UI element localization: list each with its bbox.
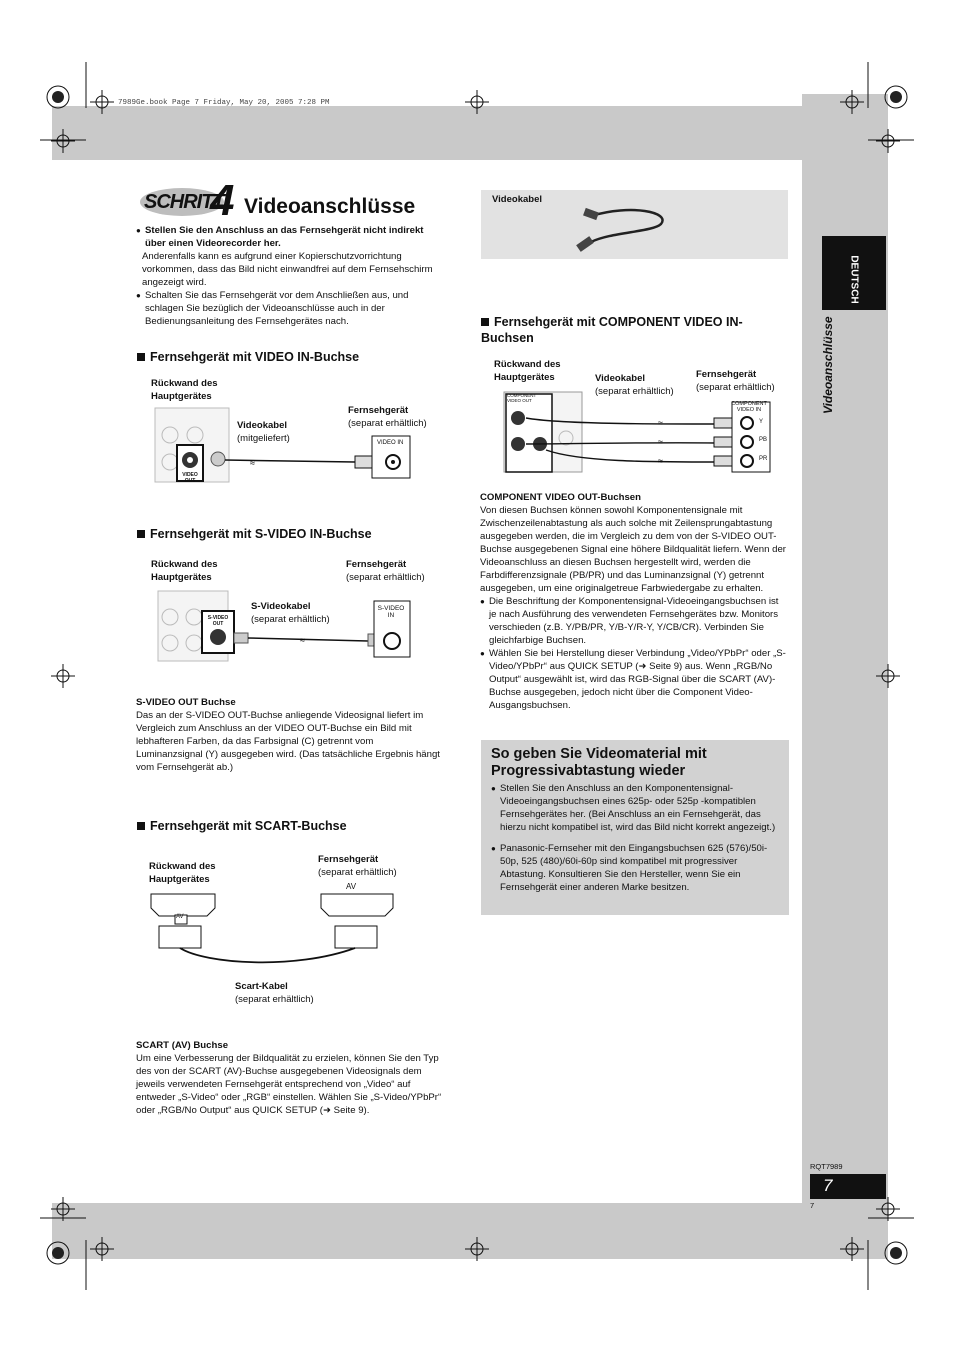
component-cable-name: Videokabel [595,373,645,384]
step-word: SCHRITT [144,191,224,213]
component-tv-sub: (separat erhältlich) [696,381,775,393]
component-pb-label: PB [759,437,768,443]
language-tab [822,236,886,310]
video-tv-sub: (separat erhältlich) [348,417,427,429]
progressive-bullet-2: ● Panasonic-Fernseher mit den Eingangsbuchsen 625 (576)/50i-50p, 525 (480)/60i-60p sind kompatibel mit progressiver Abtastung. Konsultieren Sie den Hersteller, wenn Sie ein Fernsehgerät einer anderen Marke besitzen. [491,842,781,894]
video-out-jack-label: VIDEO OUT [182,472,198,484]
scart-tv-name: Fernsehgerät [318,854,379,865]
svideo-cable-name: S-Videokabel [251,601,311,612]
video-cable-sub: (mitgeliefert) [237,432,290,444]
svideo-note-text: Das an der S-VIDEO OUT-Buchse anliegende Videosignal liefert im Vergleich zum Anschluss an der VIDEO OUT-Buchse ein Bild mit lebhafteren Farben, da das Farbsignal (C) getrennt vom Luminanzsignal (Y) ausgegeben wird. (Das tatsächliche Ergebnis hängt vom Fernsehgerät ab.) [136,710,440,773]
scart-note [136,1039,442,1117]
scart-av-tag: AV [176,914,184,920]
page-number: 7 [823,1176,833,1195]
component-bullet-2: ● Wählen Sie bei Herstellung dieser Verbindung „Video/YPbPr“ oder „S-Video/YPbPr“ aus QUICK SETUP (➜ Seite 9) aus. Wenn „RGB/No Output“ ausgewählt ist, wird das RGB-Signal über die SCART (AV)-Buchse ausgegeben, jedoch nicht über die Component Video-Ausgangsbuchsen. [480,647,788,712]
heading-video-in-text: Fernsehgerät mit VIDEO IN-Buchse [150,350,360,364]
svideo-out-jack-label: S-VIDEO OUT [207,615,229,627]
intro [136,224,446,328]
video-cable-image [571,202,681,257]
square-bullet-icon [481,318,489,326]
scart-tv-sub: (separat erhältlich) [318,866,397,878]
svg-text:≈: ≈ [658,418,663,428]
heading-video-in [137,350,359,364]
step-badge [138,176,242,225]
svideo-tv-label [346,559,425,584]
heading-component [481,314,761,346]
heading-svideo-in [137,527,372,541]
progressive-bullet-1: ● Stellen Sie den Anschluss an den Komponentensignal-Videoeingangsbuchsen eines 625p- oder 525p -kompatiblen Fernsehgerätes her. (Bei Anschluss an ein Fernsehgerät, das hierzu nicht kompatibel ist, wird das Bild nicht korrekt angezeigt.) [491,782,781,834]
svideo-diagram [150,585,420,665]
svideo-cable-sub: (separat erhältlich) [251,613,330,625]
square-bullet-icon [137,530,145,538]
page-title: Videoanschlüsse [244,195,416,218]
videokabel-box-label: Videokabel [492,194,542,205]
intro-bullet-1-text: Anderenfalls kann es aufgrund einer Kopierschutzvorrichtung vorkommen, dass das Bild nicht einwandfrei auf dem Fernsehschirm angezeigt wird. [142,251,433,288]
component-note-text: Von diesen Buchsen können sowohl Komponentensignale mit Zwischenzeilenabtastung als auch solche mit Zeilensprungabtastung ausgegeben werden, die im Vergleich zu dem von der S-VIDEO OUT-Buchse ausgegebenen Signal eine höhere Bildqualität liefern. Wenn der Videoanschluss an diesen Buchsen hergestellt wird, werden die Farbdifferenzsignale (PB/PR) und das Luminanzsignal (Y) getrennt ausgegeben, um eine originalgetreue Farbwiedergabe zu erhalten. [480,505,786,594]
scart-note-title: SCART (AV) Buchse [136,1040,229,1051]
svideo-tv-name: Fernsehgerät [346,559,407,570]
intro-bullet-1: ● Stellen Sie den Anschluss an das Fernsehgerät nicht indirekt über einen Videorecorder her. [136,224,446,250]
scart-cable-sub: (separat erhältlich) [235,993,314,1005]
component-note-title: COMPONENT VIDEO OUT-Buchsen [480,492,641,503]
scart-cable-name: Scart-Kabel [235,981,288,992]
language-tab-label: DEUTSCH [848,255,860,304]
video-cable-name: Videokabel [237,420,287,431]
svg-text:≈: ≈ [250,458,255,468]
scart-rear-label: Rückwand des Hauptgerätes [149,861,216,885]
side-section-title: Videoanschlüsse [821,316,835,414]
heading-component-text: Fernsehgerät mit COMPONENT VIDEO IN-Buchsen [481,315,743,345]
svg-text:≈: ≈ [658,437,663,447]
square-bullet-icon [137,822,145,830]
scart-tv-label [318,854,397,879]
video-tv-name: Fernsehgerät [348,405,409,416]
scart-diagram [145,890,405,970]
heading-svideo-in-text: Fernsehgerät mit S-VIDEO IN-Buchse [150,527,372,541]
component-note [480,491,788,712]
step-number: 4 [210,176,235,225]
svideo-rear-label: Rückwand des Hauptgerätes [151,559,218,583]
progressive-heading: So geben Sie Videomaterial mit Progressivabtastung wieder [491,746,707,779]
component-cable-sub: (separat erhältlich) [595,385,674,397]
page-number-box [810,1174,886,1199]
component-bullet-1: ● Die Beschriftung der Komponentensignal-Videoeingangsbuchsen ist je nach Ausführung des verwendeten Fernsehgerätes bzw. Monitors verschieden (z.B. Y/PB/PR, Y/B-Y/R-Y, Y/CB/CR). Verbinden Sie gleichfarbige Buchsen. [480,595,788,647]
video-in-jack-label: VIDEO IN [377,440,404,446]
svg-text:≈: ≈ [300,635,305,645]
component-pr-label: PR [759,456,768,462]
intro-bullet-2: ● Schalten Sie das Fernsehgerät vor dem Anschließen aus, und schlagen Sie bezüglich der Videoanschlüsse auch in der Bedienungsanleitung des Fernsehgerätes nach. [136,289,446,328]
scart-note-text: Um eine Verbesserung der Bildqualität zu erzielen, können Sie den Typ des von der SCART (AV)-Buchse ausgegebenen Videosignals dem jeweils verwendeten Fernsehgerät entsprechend von „Video“ auf entweder „S-Video“ oder „RGB“ einstellen. Wählen Sie „S-Video/YPbPr“ oder „RGB/No Output“ aus QUICK SETUP (➜ Seite 9). [136,1053,442,1116]
svideo-tv-sub: (separat erhältlich) [346,571,425,583]
component-out-jack-label: COMPONENT VIDEO OUT [507,393,537,403]
svideo-in-jack-label: S-VIDEO IN [377,605,405,619]
square-bullet-icon [137,353,145,361]
component-rear-label: Rückwand des Hauptgerätes [494,359,561,383]
doc-code: RQT7989 [810,1162,843,1171]
file-info-line: 7989Ge.book Page 7 Friday, May 20, 2005 7:28 PM [118,99,330,107]
progressive-bullets [491,782,781,894]
component-in-jack-label: COMPONENT VIDEO IN [731,401,767,413]
heading-scart-text: Fernsehgerät mit SCART-Buchse [150,819,347,833]
scart-cable-label [235,981,314,1006]
progressive-box [481,740,789,915]
svideo-note-title: S-VIDEO OUT Buchse [136,697,236,708]
component-y-label: Y [759,419,764,425]
component-tv-name: Fernsehgerät [696,369,757,380]
svideo-note [136,696,442,774]
heading-scart [137,819,347,833]
videokabel-box [481,190,788,259]
small-page-number: 7 [810,1201,815,1210]
scart-av-label: AV [346,882,357,891]
video-rear-label: Rückwand des Hauptgerätes [151,378,218,402]
svg-text:≈: ≈ [658,456,663,466]
